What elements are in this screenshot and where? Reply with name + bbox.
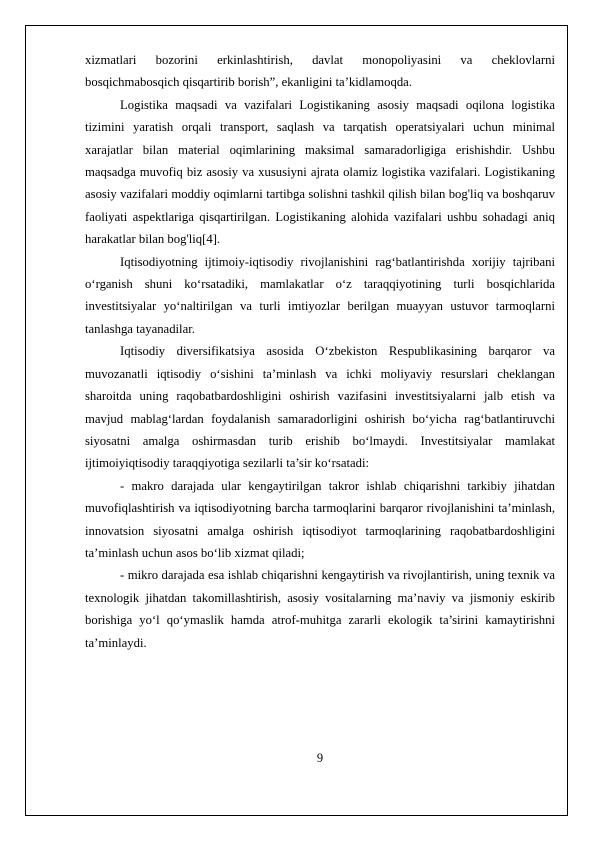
paragraph-2: Logistika maqsadi va vazifalari Logistikaning asosiy maqsadi oqilona logistika tizimini yaratish orqali transport, saqlash va tarqatish operatsiyalari uchun minimal xarajatlar bilan material oqimlarining maksimal samaradorligiga erishishdir. Ushbu maqsadga muvofiq biz asosiy va xususiyni ajrata olamiz logistika vazifalari. Logistikaning asosiy vazifalari moddiy oqimlarni tartibga solishni tashkil qilish bilan bog'liq va boshqaruv faoliyati aspektlariga qisqartirilgan. Logistikaning alohida vazifalari ushbu sohadagi aniq harakatlar bilan bog'liq[4]. xyxy=(85,97,555,247)
paragraph-5: - makro darajada ular kengaytirilgan takror ishlab chiqarishni tarkibiy jihatdan muvofiqlashtirish va iqtisodiyotning barcha tarmoqlarini barqaror rivojlanishini ta’minlash, innovatsion siyosatni amalga oshirish iqtisodiyot tarmoqlarining raqobatbardoshligini ta’minlash uchun asos bo‘lib xizmat qiladi; xyxy=(85,478,555,560)
document-body xyxy=(85,49,555,654)
paragraph-6: - mikro darajada esa ishlab chiqarishni kengaytirish va rivojlantirish, uning texnik va texnologik jihatdan takomillashtirish, asosiy vositalarning ma’naviy va jismoniy eskirib borishiga yo‘l qo‘ymaslik hamda atrof-muhitga zararli ekologik ta’sirini kamaytirishni ta’minlaydi. xyxy=(85,568,555,650)
page-number: 9 xyxy=(316,751,324,765)
paragraph-4: Iqtisodiy diversifikatsiya asosida O‘zbekiston Respublikasining barqaror va muvozanatli iqtisodiy o‘sishini ta’minlash va ichki moliyaviy resurslari cheklangan sharoitda uning raqobatbardoshligini oshirish vazifasini investitsiyalarni jalb etish va mavjud mablag‘lardan foydalanish samaradorligini oshirish bo‘yicha rag‘batlantiruvchi siyosatni amalga oshirmasdan turib erishib bo‘lmaydi. Investitsiyalar mamlakat ijtimoiyiqtisodiy taraqqiyotiga sezilarli ta’sir ko‘rsatadi: xyxy=(85,344,555,471)
paragraph-3: Iqtisodiyotning ijtimoiy-iqtisodiy rivojlanishini rag‘batlantirishda xorijiy tajribani o‘rganish shuni ko‘rsatadiki, mamlakatlar o‘z taraqqiyotining turli bosqichlarida investitsiyalar yo‘naltirilgan va turli imtiyozlar berilgan muayyan ustuvor tarmoqlarni tanlashga tayanadilar. xyxy=(85,254,555,336)
paragraph-1: xizmatlari bozorini erkinlashtirish, davlat monopoliyasini va cheklovlarni bosqichmabosqich qisqartirib borish”, ekanligini ta’kidlamoqda. xyxy=(85,53,555,90)
